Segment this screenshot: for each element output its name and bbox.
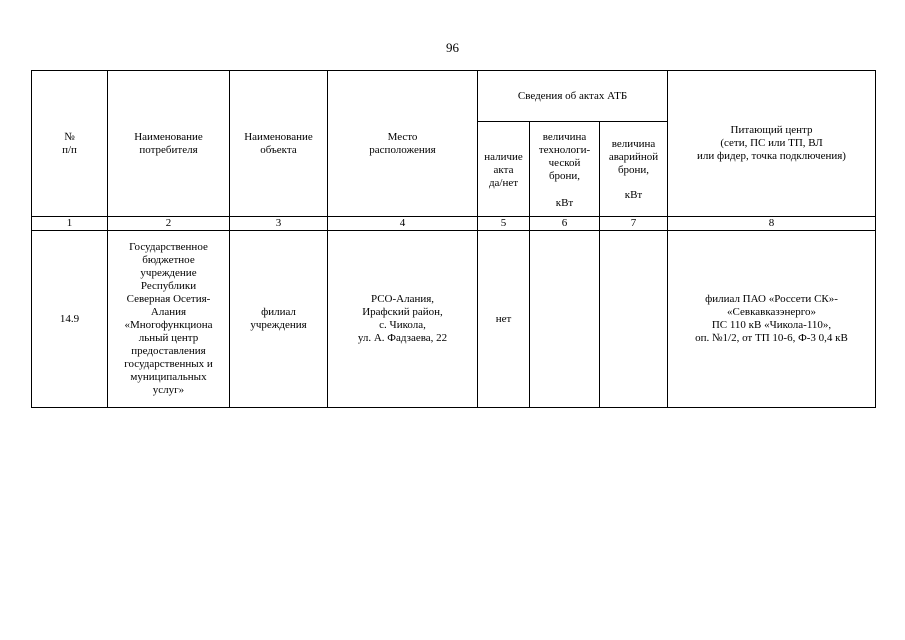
column-number: 2: [108, 217, 230, 231]
atb-table: [31, 70, 876, 408]
tech-reserve: [530, 231, 600, 408]
header-object: Наименование объекта: [230, 71, 328, 217]
column-number: 3: [230, 217, 328, 231]
emergency-reserve: [600, 231, 668, 408]
object-name: филиал учреждения: [230, 231, 328, 408]
act-presence: нет: [478, 231, 530, 408]
header-number: № п/п: [32, 71, 108, 217]
header-tech-reserve: величина технологи- ческой брони, кВт: [530, 122, 600, 217]
header-consumer: Наименование потребителя: [108, 71, 230, 217]
header-location: Место расположения: [328, 71, 478, 217]
row-number: 14.9: [32, 231, 108, 408]
power-center: филиал ПАО «Россети СК»- «Севкавказэнерго» ПС 110 кВ «Чикола-110», оп. №1/2, от ТП 10-6, Ф-3 0,4 кВ: [668, 231, 876, 408]
column-number: 1: [32, 217, 108, 231]
column-numbers-row: [32, 217, 876, 231]
header-act-presence: наличие акта да/нет: [478, 122, 530, 217]
location: РСО-Алания, Ирафский район, с. Чикола, ул. А. Фадзаева, 22: [328, 231, 478, 408]
consumer-name: Государственное бюджетное учреждение Республики Северная Осетия- Алания «Многофункциона льный центр предоставления государственных и муниципальных услуг»: [108, 231, 230, 408]
column-number: 7: [600, 217, 668, 231]
column-number: 4: [328, 217, 478, 231]
column-number: 6: [530, 217, 600, 231]
column-number: 8: [668, 217, 876, 231]
header-power-center: Питающий центр (сети, ПС или ТП, ВЛ или фидер, точка подключения): [668, 71, 876, 217]
header-atb-group: Сведения об актах АТБ: [478, 71, 668, 122]
table-row: [32, 231, 876, 408]
column-number: 5: [478, 217, 530, 231]
page-number: 96: [446, 40, 459, 55]
header-emergency-reserve: величина аварийной брони, кВт: [600, 122, 668, 217]
